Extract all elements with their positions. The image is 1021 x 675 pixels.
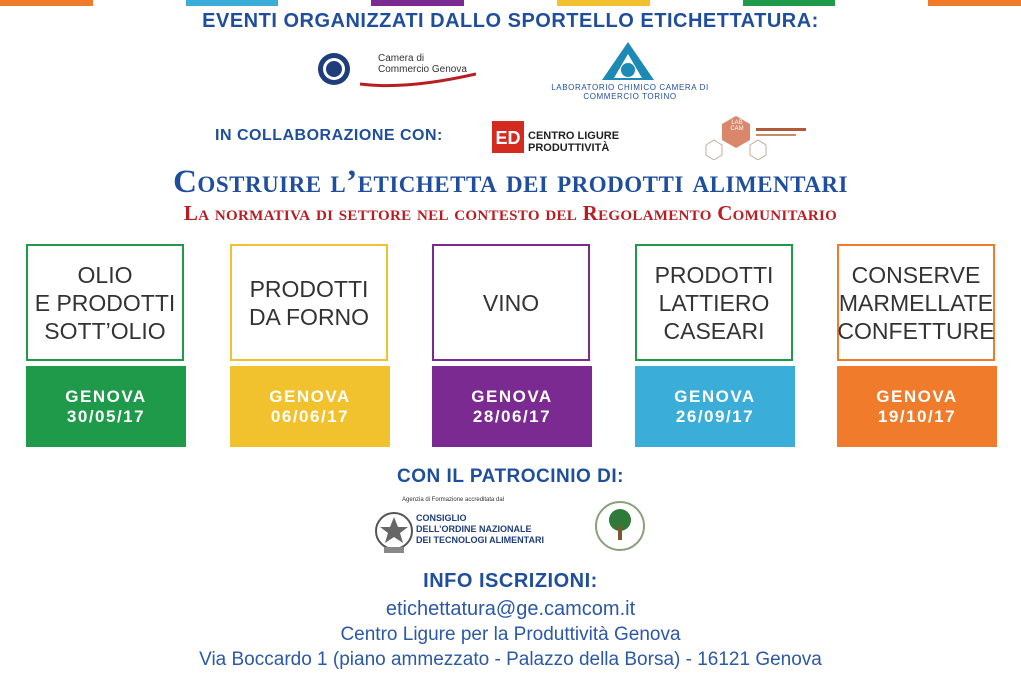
- contact-organization: Centro Ligure per la Produttività Genova: [340, 624, 681, 645]
- session-date: 06/06/17: [270, 406, 350, 426]
- contact-email[interactable]: etichettatura@ge.camcom.it: [385, 598, 636, 620]
- session-date: 30/05/17: [66, 406, 146, 426]
- session-date: 19/10/17: [877, 406, 957, 426]
- session-city: GENOVA: [65, 386, 147, 406]
- session-topic-olio: OLIO E PRODOTTI SOTT’OLIO: [26, 244, 184, 361]
- session-date: 26/09/17: [675, 406, 755, 426]
- labcam-hexagon-icon: [700, 114, 810, 160]
- event-title: Costruire l’etichetta dei prodotti alimentari: [173, 164, 848, 200]
- laboratorio-chimico-name: LABORATORIO CHIMICO CAMERA DI COMMERCIO TORINO: [551, 83, 709, 101]
- session-city: GENOVA: [269, 386, 351, 406]
- collaboration-label: IN COLLABORAZIONE CON:: [215, 127, 443, 144]
- camera-commercio-name: Camera di Commercio Genova: [378, 53, 467, 75]
- organizers-heading: EVENTI ORGANIZZATI DALLO SPORTELLO ETICHETTATURA:: [202, 10, 819, 32]
- session-topic-lattiero: PRODOTTI LATTIERO CASEARI: [635, 244, 793, 361]
- session-date-lattiero: [635, 366, 795, 447]
- top-color-strip: [0, 0, 1021, 6]
- session-topic-forno: PRODOTTI DA FORNO: [230, 244, 388, 361]
- session-topic-vino: VINO: [432, 244, 590, 361]
- accreditation-text: Agenzia di Formazione accreditata dal: [402, 497, 505, 503]
- italian-emblem-icon: [374, 511, 414, 555]
- session-date-vino: [432, 366, 592, 447]
- clp-mark-icon: [492, 121, 526, 153]
- session-date-forno: [230, 366, 390, 447]
- tree-seal-icon: [594, 500, 646, 552]
- council-name: CONSIGLIO DELL’ORDINE NAZIONALE DEI TECNOLOGI ALIMENTARI: [416, 513, 544, 545]
- labcam-name: LAB CAM: [730, 120, 744, 132]
- session-date-olio: [26, 366, 186, 447]
- laboratorio-chimico-logo: [550, 40, 710, 104]
- clp-logo: [492, 121, 682, 153]
- patronage-label: CON IL PATROCINIO DI:: [397, 466, 624, 487]
- contact-address: Via Boccardo 1 (piano ammezzato - Palazzo della Borsa) - 16121 Genova: [199, 649, 822, 670]
- laboratorio-chimico-icon: [550, 40, 710, 84]
- svg-text:ED: ED: [495, 128, 521, 148]
- session-city: GENOVA: [876, 386, 958, 406]
- council-logo: [372, 497, 562, 557]
- clp-name: CENTRO LIGURE PRODUTTIVITÀ: [528, 130, 620, 154]
- event-subtitle: La normativa di settore nel contesto del Regolamento Comunitario: [183, 201, 838, 225]
- info-label: INFO ISCRIZIONI:: [423, 570, 598, 592]
- session-city: GENOVA: [674, 386, 756, 406]
- session-date: 28/06/17: [472, 406, 552, 426]
- session-topic-conserve: CONSERVE MARMELLATE CONFETTURE: [837, 244, 995, 361]
- session-city: GENOVA: [471, 386, 553, 406]
- camera-commercio-genova-logo: [316, 52, 476, 90]
- labcam-logo: [700, 114, 810, 160]
- session-date-conserve: [837, 366, 997, 447]
